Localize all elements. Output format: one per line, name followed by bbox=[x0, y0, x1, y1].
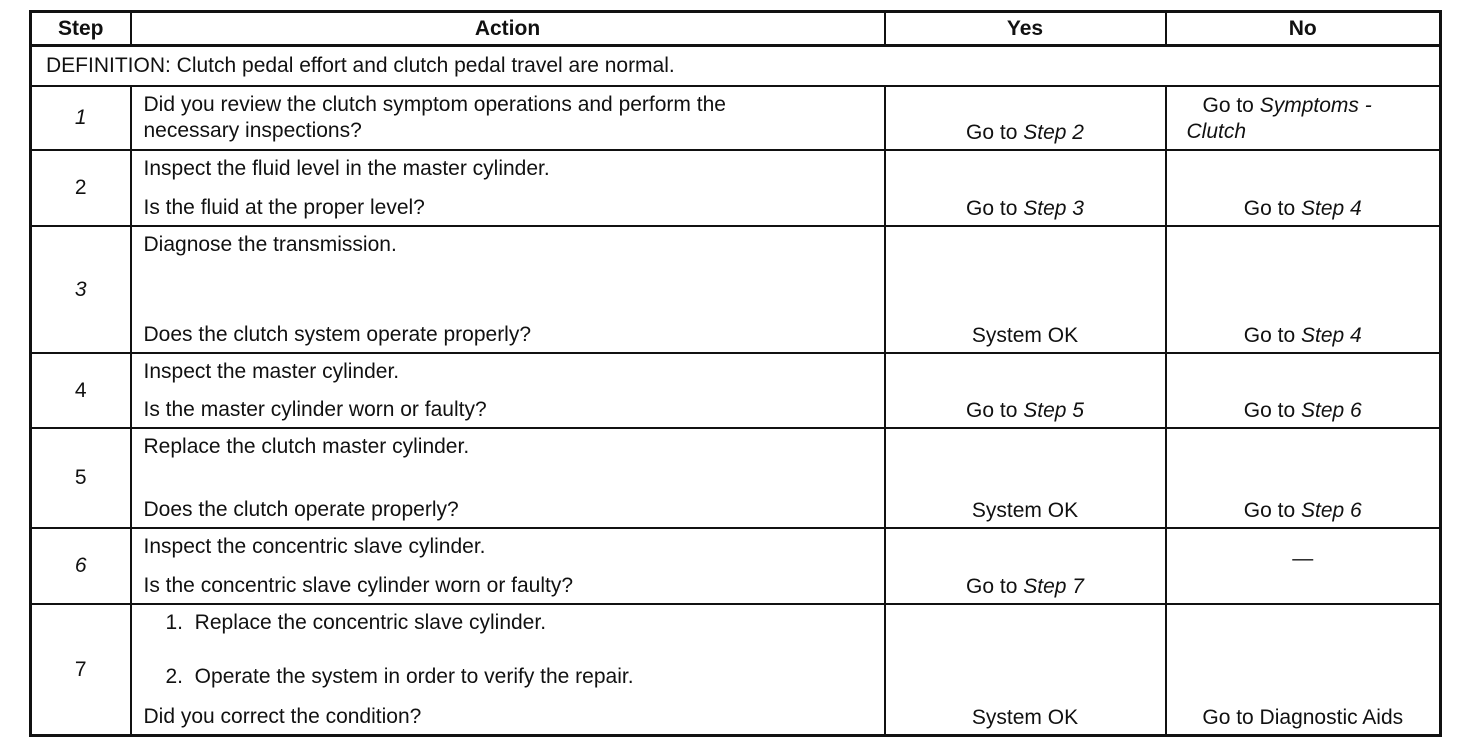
step-number: 1 bbox=[31, 86, 131, 150]
yes-cell: System OK bbox=[885, 428, 1166, 528]
no-cell bbox=[1166, 428, 1441, 528]
action-text: Is the master cylinder worn or faulty? bbox=[143, 398, 487, 421]
table-row bbox=[31, 226, 1441, 353]
yes-cell bbox=[885, 353, 1166, 428]
no-step-link[interactable]: Step 4 bbox=[1300, 324, 1362, 347]
action-cell bbox=[131, 528, 885, 604]
action-cell bbox=[131, 428, 885, 528]
yes-cell bbox=[885, 86, 1166, 150]
header-yes: Yes bbox=[885, 12, 1166, 46]
yes-step-link[interactable]: Step 2 bbox=[1023, 121, 1084, 144]
no-prefix: Go to bbox=[1243, 324, 1301, 347]
yes-cell: System OK bbox=[885, 604, 1166, 736]
action-text: Does the clutch system operate properly? bbox=[143, 323, 532, 346]
definition-text: DEFINITION: Clutch pedal effort and clutch pedal travel are normal. bbox=[31, 46, 1441, 87]
action-text: Inspect the fluid level in the master cylinder. bbox=[143, 157, 550, 180]
no-prefix: Go to bbox=[1243, 499, 1301, 522]
yes-prefix: Go to bbox=[966, 121, 1024, 144]
no-symptoms-link-2[interactable]: Clutch bbox=[1186, 120, 1247, 143]
action-text: Is the fluid at the proper level? bbox=[143, 196, 425, 219]
yes-prefix: Go to bbox=[966, 399, 1024, 422]
step-number: 7 bbox=[31, 604, 131, 736]
action-cell bbox=[131, 604, 885, 736]
action-text: Did you correct the condition? bbox=[143, 705, 422, 728]
table-row bbox=[31, 604, 1441, 736]
step-number: 4 bbox=[31, 353, 131, 428]
action-text: Replace the clutch master cylinder. bbox=[143, 435, 470, 458]
yes-prefix: Go to bbox=[966, 575, 1024, 598]
action-cell bbox=[131, 150, 885, 226]
table-row bbox=[31, 428, 1441, 528]
action-list-item: 2. Operate the system in order to verify the repair. bbox=[165, 665, 634, 688]
action-text: Inspect the master cylinder. bbox=[143, 360, 400, 383]
step-number: 6 bbox=[31, 528, 131, 604]
yes-step-link[interactable]: Step 7 bbox=[1023, 575, 1084, 598]
no-step-link[interactable]: Step 6 bbox=[1300, 399, 1362, 422]
diagnostic-table bbox=[29, 10, 1442, 737]
no-step-link[interactable]: Step 4 bbox=[1300, 197, 1362, 220]
no-symptoms-link[interactable]: Symptoms - bbox=[1259, 94, 1372, 117]
action-list-item: 1. Replace the concentric slave cylinder. bbox=[165, 611, 547, 634]
action-text: Diagnose the transmission. bbox=[143, 233, 397, 256]
action-cell bbox=[131, 353, 885, 428]
action-text: Did you review the clutch symptom operations and perform the bbox=[143, 92, 726, 116]
step-number: 2 bbox=[31, 150, 131, 226]
no-cell bbox=[1166, 150, 1441, 226]
header-step: Step bbox=[31, 12, 131, 46]
yes-cell bbox=[885, 150, 1166, 226]
action-text: necessary inspections? bbox=[143, 118, 362, 142]
yes-step-link[interactable]: Step 5 bbox=[1023, 399, 1084, 422]
yes-cell: System OK bbox=[885, 226, 1166, 353]
action-text: Does the clutch operate properly? bbox=[143, 498, 459, 521]
table-row bbox=[31, 150, 1441, 226]
yes-step-link[interactable]: Step 3 bbox=[1023, 197, 1084, 220]
step-number: 3 bbox=[31, 226, 131, 353]
yes-prefix: Go to bbox=[966, 197, 1024, 220]
header-no: No bbox=[1166, 12, 1441, 46]
table-row bbox=[31, 528, 1441, 604]
no-cell bbox=[1166, 353, 1441, 428]
definition-row bbox=[31, 46, 1441, 87]
no-step-link[interactable]: Step 6 bbox=[1300, 499, 1362, 522]
no-cell bbox=[1166, 86, 1441, 150]
action-text: Is the concentric slave cylinder worn or faulty? bbox=[143, 574, 574, 597]
step-number: 5 bbox=[31, 428, 131, 528]
action-cell bbox=[131, 86, 885, 150]
header-action: Action bbox=[131, 12, 885, 46]
header-row bbox=[31, 12, 1441, 46]
no-prefix: Go to bbox=[1243, 399, 1301, 422]
no-prefix: Go to bbox=[1202, 94, 1260, 117]
no-diagnostic-aids-link[interactable]: Go to Diagnostic Aids bbox=[1166, 604, 1441, 736]
yes-cell bbox=[885, 528, 1166, 604]
table-row bbox=[31, 353, 1441, 428]
no-prefix: Go to bbox=[1243, 197, 1301, 220]
no-cell: — bbox=[1166, 528, 1441, 604]
table-row bbox=[31, 86, 1441, 150]
no-cell bbox=[1166, 226, 1441, 353]
action-text: Inspect the concentric slave cylinder. bbox=[143, 535, 486, 558]
action-cell bbox=[131, 226, 885, 353]
